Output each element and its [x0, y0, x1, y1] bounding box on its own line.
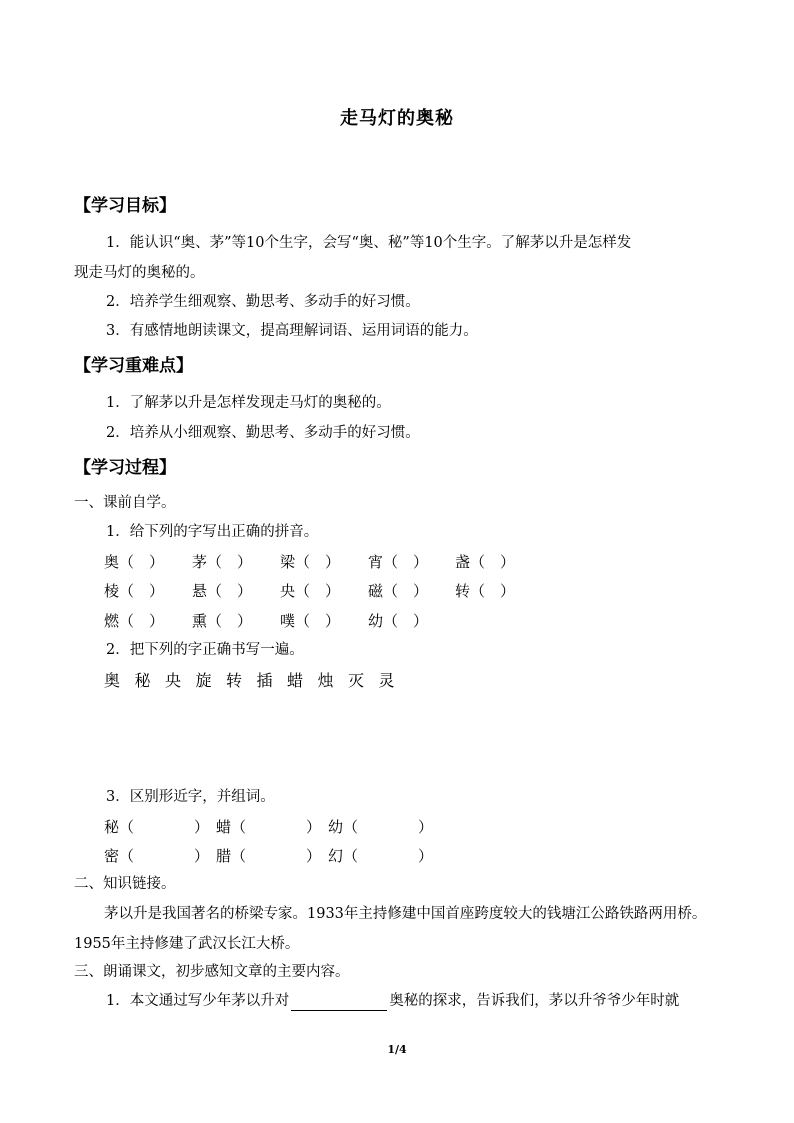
pinyin-item: 奥（ ）: [104, 553, 165, 571]
key-point-2: 2．培养从小细观察、勤思考、多动手的好习惯。: [106, 425, 420, 441]
pinyin-item: 棱（ ）: [104, 582, 165, 600]
pinyin-item: 燃（ ）: [104, 612, 165, 630]
question-3: 3．区别形近字，并组词。: [106, 789, 275, 805]
write-chars-row: [104, 668, 409, 691]
write-char: 奥: [104, 671, 121, 690]
pinyin-item: 熏（ ）: [192, 612, 253, 630]
question-last-before: 1．本文通过写少年茅以升对: [106, 993, 290, 1009]
page-number: 1/4: [387, 1043, 407, 1056]
pinyin-item: 央（ ）: [280, 582, 341, 600]
question-last: [106, 991, 679, 1011]
pinyin-item: 宵（ ）: [368, 553, 429, 571]
write-char: 旋: [195, 671, 212, 690]
goal-line-1-cont: 现走马灯的奥秘的。: [74, 265, 205, 281]
part1-heading: 一、课前自学。: [74, 495, 176, 511]
question-1: 1．给下列的字写出正确的拼音。: [106, 524, 319, 540]
page-title: 走马灯的奥秘: [340, 108, 454, 129]
goal-line-1: 1．能认识“奥、茅”等10个生字，会写“奥、秘”等10个生字。了解茅以升是怎样发: [106, 235, 632, 251]
goal-line-2: 2．培养学生细观察、勤思考、多动手的好习惯。: [106, 294, 420, 310]
similar-char-item: 密（ ）: [104, 847, 210, 865]
similar-char-item: 幻（ ）: [328, 847, 434, 865]
write-char: 央: [165, 671, 182, 690]
question-last-after: 奥秘的探求，告诉我们，茅以升爷爷少年时就: [389, 993, 680, 1009]
pinyin-item: 噗（ ）: [280, 612, 341, 630]
pinyin-item: 茅（ ）: [192, 553, 253, 571]
write-char: 蜡: [287, 671, 304, 690]
similar-char-item: 腊（ ）: [216, 847, 322, 865]
answer-blank[interactable]: [291, 994, 387, 1011]
write-char: 灭: [348, 671, 365, 690]
key-point-1: 1．了解茅以升是怎样发现走马灯的奥秘的。: [106, 395, 391, 411]
goals-heading: 【学习目标】: [74, 196, 176, 216]
write-char: 秘: [134, 671, 151, 690]
write-char: 转: [226, 671, 243, 690]
pinyin-item: 梁（ ）: [280, 553, 341, 571]
pinyin-item: 幼（ ）: [368, 612, 429, 630]
question-2: 2．把下列的字正确书写一遍。: [106, 642, 304, 658]
part2-heading: 二、知识链接。: [74, 876, 176, 892]
write-char: 烛: [317, 671, 334, 690]
pinyin-item: 悬（ ）: [192, 582, 253, 600]
pinyin-item: 转（ ）: [455, 582, 516, 600]
goal-line-3: 3．有感情地朗读课文，提高理解词语、运用词语的能力。: [106, 323, 478, 339]
pinyin-item: 盏（ ）: [455, 553, 516, 571]
key-points-heading: 【学习重难点】: [74, 356, 193, 376]
similar-char-item: 秘（ ）: [104, 818, 210, 836]
similar-char-item: 蜡（ ）: [216, 818, 322, 836]
part2-paragraph: 茅以升是我国著名的桥梁专家。1933年主持修建中国首座跨度较大的钱塘江公路铁路两用桥。1955年主持修建了武汉长江大桥。: [74, 906, 707, 952]
part3-heading: 三、朗诵课文，初步感知文章的主要内容。: [74, 964, 350, 980]
write-char: 插: [256, 671, 273, 690]
process-heading: 【学习过程】: [74, 458, 176, 478]
write-char: 灵: [378, 671, 395, 690]
pinyin-item: 磁（ ）: [368, 582, 429, 600]
similar-char-item: 幼（ ）: [328, 818, 434, 836]
